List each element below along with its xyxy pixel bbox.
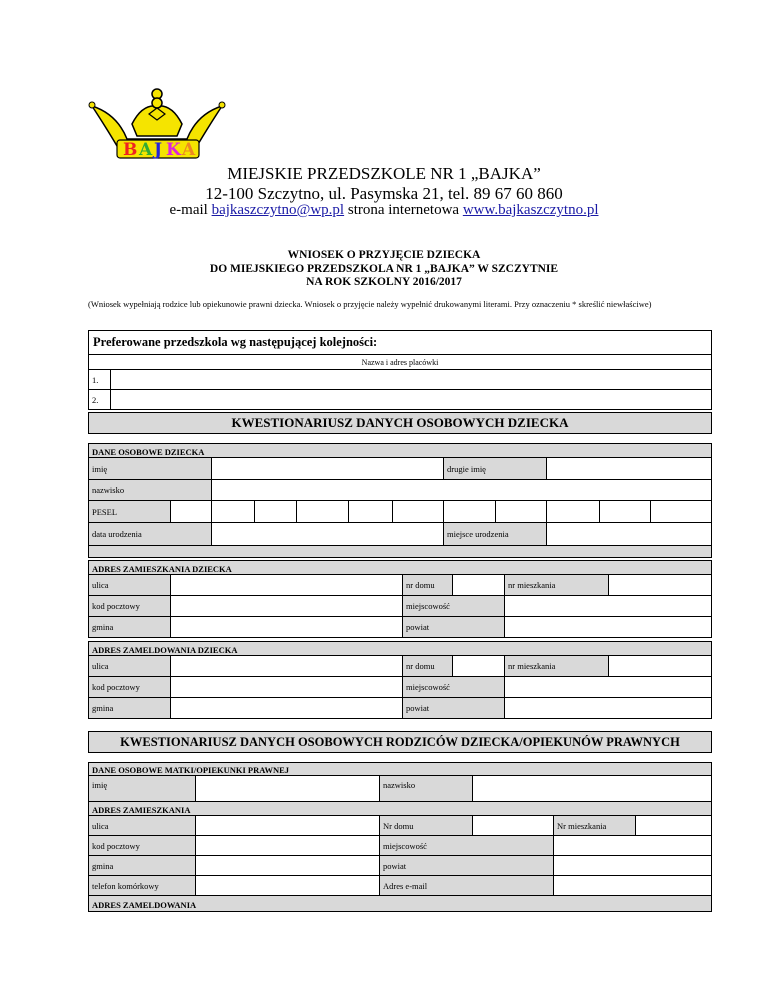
preferred-row-2-number: 2. — [89, 390, 111, 410]
pesel-digit-1[interactable] — [171, 501, 212, 523]
website-label: strona internetowa — [344, 202, 463, 218]
child-reg-postal-field[interactable] — [171, 677, 403, 698]
child-registration-table — [88, 641, 712, 719]
child-birth-date-field[interactable] — [212, 523, 444, 546]
child-res-district-label: powiat — [403, 617, 505, 638]
website-link[interactable]: www.bajkaszczytno.pl — [462, 202, 599, 218]
child-residence-header: ADRES ZAMIESZKANIA DZIECKA — [89, 561, 712, 575]
mother-postal-label: kod pocztowy — [89, 836, 196, 856]
child-personal-header: DANE OSOBOWE DZIECKA — [89, 444, 712, 458]
form-instructions: (Wniosek wypełniają rodzice lub opiekunowie prawni dziecka. Wniosek o przyjęcie należy wypełnić drukowanymi literami. Przy oznaczeniu * skreślić niewłaściwe) — [88, 299, 652, 309]
preferred-row-1-field[interactable] — [111, 370, 712, 390]
preferred-title: Preferowane przedszkola wg następującej kolejności: — [89, 331, 712, 355]
child-reg-house-label: nr domu — [403, 656, 453, 677]
school-name: MIEJSKIE PRZEDSZKOLE NR 1 „BAJKA” — [227, 164, 541, 183]
form-title — [0, 249, 768, 290]
parents-section-title: KWESTIONARIUSZ DANYCH OSOBOWYCH RODZICÓW DZIECKA/OPIEKUNÓW PRAWNYCH — [89, 732, 712, 753]
child-reg-house-field[interactable] — [453, 656, 505, 677]
child-res-house-label: nr domu — [403, 575, 453, 596]
child-res-commune-field[interactable] — [171, 617, 403, 638]
school-address: 12-100 Szczytno, ul. Pasymska 21, tel. 89 67 60 860 — [205, 184, 563, 203]
mother-phone-field[interactable] — [196, 876, 380, 896]
child-reg-postal-label: kod pocztowy — [89, 677, 171, 698]
child-residence-table — [88, 560, 712, 638]
mother-postal-field[interactable] — [196, 836, 380, 856]
child-reg-street-label: ulica — [89, 656, 171, 677]
mother-flat-label: Nr mieszkania — [554, 816, 636, 836]
child-reg-commune-field[interactable] — [171, 698, 403, 719]
pesel-digit-9[interactable] — [547, 501, 600, 523]
child-res-commune-label: gmina — [89, 617, 171, 638]
mother-surname-field[interactable] — [473, 776, 712, 802]
child-registration-header: ADRES ZAMELDOWANIA DZIECKA — [89, 642, 712, 656]
form-title-line-3: NA ROK SZKOLNY 2016/2017 — [306, 276, 462, 288]
mother-district-field[interactable] — [554, 856, 712, 876]
child-res-postal-field[interactable] — [171, 596, 403, 617]
child-res-flat-field[interactable] — [609, 575, 712, 596]
mother-surname-label: nazwisko — [380, 776, 473, 802]
mother-street-field[interactable] — [196, 816, 380, 836]
mother-residence-header: ADRES ZAMIESZKANIA — [89, 802, 712, 816]
svg-text:K: K — [166, 140, 181, 160]
child-section-title: KWESTIONARIUSZ DANYCH OSOBOWYCH DZIECKA — [89, 413, 712, 434]
child-reg-town-label: miejscowość — [403, 677, 505, 698]
preferred-row-2-field[interactable] — [111, 390, 712, 410]
mother-registration-header: ADRES ZAMELDOWANIA — [89, 896, 712, 912]
mother-district-label: powiat — [380, 856, 554, 876]
mother-commune-field[interactable] — [196, 856, 380, 876]
mother-street-label: ulica — [89, 816, 196, 836]
pesel-digit-3[interactable] — [255, 501, 297, 523]
child-res-flat-label: nr mieszkania — [505, 575, 609, 596]
email-link[interactable]: bajkaszczytno@wp.pl — [211, 202, 345, 218]
child-personal-table — [88, 443, 712, 558]
child-res-postal-label: kod pocztowy — [89, 596, 171, 617]
mother-town-label: miejscowość — [380, 836, 554, 856]
child-res-town-label: miejscowość — [403, 596, 505, 617]
mother-first-name-field[interactable] — [196, 776, 380, 802]
mother-email-label: Adres e-mail — [380, 876, 554, 896]
mother-first-name-label: imię — [89, 776, 196, 802]
child-reg-street-field[interactable] — [171, 656, 403, 677]
svg-text:A: A — [139, 140, 153, 160]
pesel-digit-2[interactable] — [212, 501, 255, 523]
child-birth-place-field[interactable] — [547, 523, 712, 546]
child-first-name-label: imię — [89, 458, 212, 480]
child-surname-field[interactable] — [212, 480, 712, 501]
child-first-name-field[interactable] — [212, 458, 444, 480]
child-reg-town-field[interactable] — [505, 677, 712, 698]
pesel-digit-5[interactable] — [349, 501, 393, 523]
pesel-digit-7[interactable] — [444, 501, 496, 523]
child-birth-date-label: data urodzenia — [89, 523, 212, 546]
pesel-digit-4[interactable] — [297, 501, 349, 523]
child-reg-district-label: powiat — [403, 698, 505, 719]
bajka-crown-logo — [87, 84, 227, 162]
parents-section-title-box — [88, 731, 712, 753]
svg-text:J: J — [154, 140, 163, 160]
mother-personal-header: DANE OSOBOWE MATKI/OPIEKUNKI PRAWNEJ — [89, 763, 712, 776]
child-birth-place-label: miejsce urodzenia — [444, 523, 547, 546]
svg-text:B: B — [123, 140, 138, 160]
child-res-street-label: ulica — [89, 575, 171, 596]
pesel-digit-10[interactable] — [600, 501, 651, 523]
mother-data-table — [88, 762, 712, 912]
mother-flat-field[interactable] — [636, 816, 712, 836]
child-second-name-field[interactable] — [547, 458, 712, 480]
svg-text:A: A — [182, 140, 196, 160]
child-pesel-label: PESEL — [89, 501, 171, 523]
form-title-line-1: WNIOSEK O PRZYJĘCIE DZIECKA — [287, 249, 481, 261]
child-surname-label: nazwisko — [89, 480, 212, 501]
child-res-house-field[interactable] — [453, 575, 505, 596]
child-reg-commune-label: gmina — [89, 698, 171, 719]
email-label: e-mail — [169, 202, 212, 218]
child-reg-flat-field[interactable] — [609, 656, 712, 677]
preferred-preschools-table — [88, 330, 712, 410]
mother-phone-label: telefon komórkowy — [89, 876, 196, 896]
child-reg-flat-label: nr mieszkania — [505, 656, 609, 677]
pesel-digit-6[interactable] — [393, 501, 444, 523]
pesel-digit-11[interactable] — [651, 501, 712, 523]
child-res-district-field[interactable] — [505, 617, 712, 638]
mother-house-field[interactable] — [473, 816, 554, 836]
child-res-street-field[interactable] — [171, 575, 403, 596]
child-personal-spacer — [89, 546, 712, 558]
child-reg-district-field[interactable] — [505, 698, 712, 719]
mother-house-label: Nr domu — [380, 816, 473, 836]
form-title-line-2: DO MIEJSKIEGO PRZEDSZKOLA NR 1 „BAJKA” W SZCZYTNIE — [209, 262, 559, 275]
preferred-col-header: Nazwa i adres placówki — [89, 355, 712, 370]
child-res-town-field[interactable] — [505, 596, 712, 617]
mother-email-field[interactable] — [554, 876, 712, 896]
school-contact — [0, 202, 768, 219]
pesel-digit-8[interactable] — [496, 501, 547, 523]
child-second-name-label: drugie imię — [444, 458, 547, 480]
mother-town-field[interactable] — [554, 836, 712, 856]
preferred-row-1-number: 1. — [89, 370, 111, 390]
mother-commune-label: gmina — [89, 856, 196, 876]
child-section-title-box — [88, 412, 712, 434]
